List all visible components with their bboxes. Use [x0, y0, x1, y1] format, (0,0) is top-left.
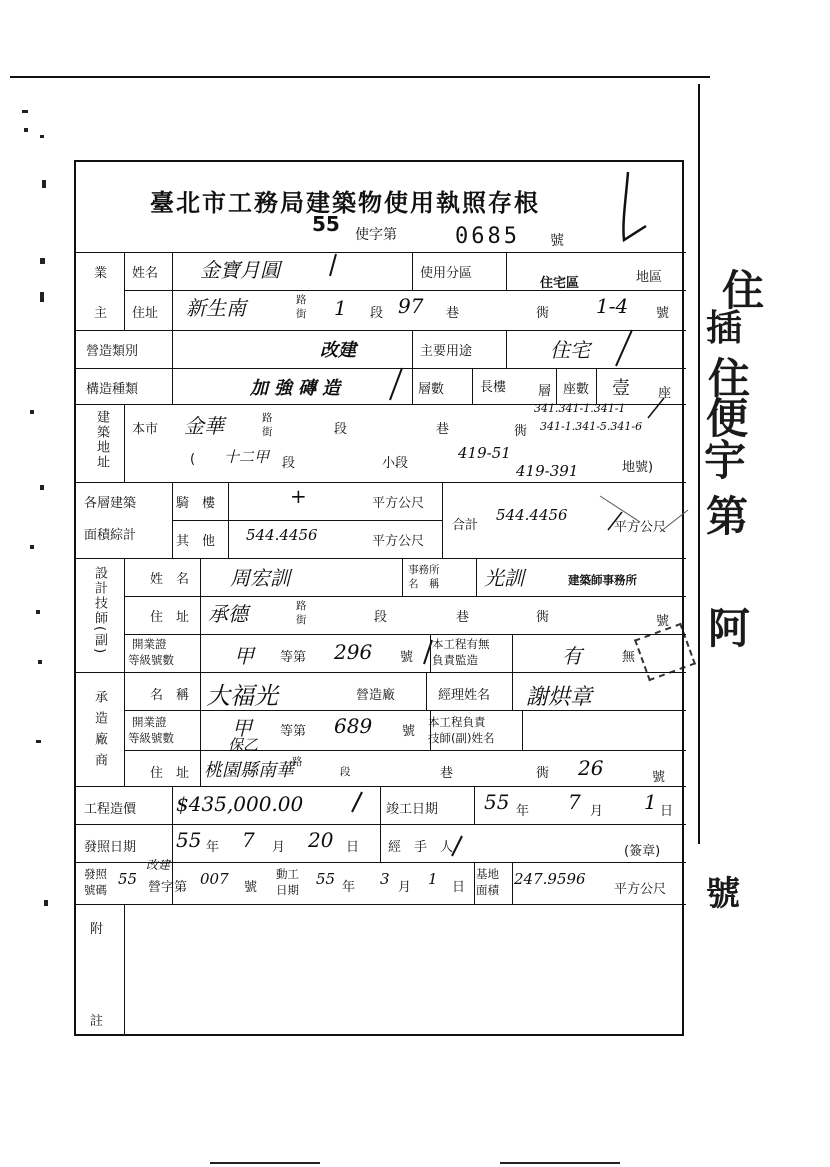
margin-char: 便 [706, 394, 749, 443]
alley-label: 衖 [536, 306, 550, 321]
issue-month: 7 [242, 828, 255, 852]
start-label-2: 日期 [276, 883, 299, 897]
designer-license-suffix: 號 [400, 650, 414, 665]
street-label: 街 [296, 308, 307, 320]
permit-ref-number: 007 [200, 870, 229, 888]
permit-number: 0685 [455, 224, 520, 249]
margin-char: 宇 [704, 436, 747, 485]
designer-section-label: 設計技師(副) [92, 566, 107, 656]
site-road-value: 金華 [184, 414, 224, 438]
designer-license-label-2: 等級號數 [128, 653, 174, 667]
total-area-label: 合計 [452, 518, 479, 533]
permit-ref-suffix: 號 [244, 880, 258, 895]
street-label: 街 [262, 426, 273, 438]
designer-address-value: 承德 [208, 602, 248, 626]
supervise-label-1: 本工程有無 [432, 637, 490, 651]
section-label: 段 [334, 422, 348, 437]
designer-license-label-1: 開業證 [132, 637, 167, 651]
margin-char: 阿 [708, 604, 751, 653]
margin-char: 號 [706, 874, 740, 914]
completion-day: 1 [644, 790, 657, 814]
completion-label: 竣工日期 [386, 802, 439, 817]
lot-value-2: 419-391 [516, 462, 579, 480]
month-label: 月 [590, 804, 604, 819]
issue-year: 55 [176, 828, 202, 852]
cost-label: 工程造價 [84, 802, 137, 817]
area-label-line1: 各層建築 [84, 496, 137, 511]
district-paren: ( [190, 452, 196, 467]
completion-year: 55 [484, 790, 510, 814]
base-label-1: 基地 [476, 867, 499, 881]
contractor-license-label-2: 等級號數 [128, 731, 174, 745]
day-label: 日 [346, 840, 360, 855]
arcade-unit: 平方公尺 [372, 496, 425, 511]
lane-label: 巷 [436, 422, 450, 437]
owner-house-no: 1-4 [596, 294, 629, 318]
contractor-license-mid: 等第 [280, 724, 307, 739]
month-label: 月 [398, 880, 412, 895]
supervise-label-2: 負責監造 [432, 653, 478, 667]
house-label: 號 [656, 306, 670, 321]
lot-label: 地號) [622, 460, 654, 475]
lane-label: 巷 [446, 306, 460, 321]
site-house-note: 341-1.341-5.341-6 [540, 420, 643, 433]
structure-value: 加強磚造 [250, 378, 346, 399]
main-use-label: 主要用途 [420, 344, 473, 359]
contractor-name-suffix: 營造廠 [356, 688, 396, 703]
manager-value: 謝烘章 [526, 685, 593, 710]
lot-value-1: 419-51 [458, 444, 511, 462]
site-city-label: 本市 [132, 422, 159, 437]
office-label-bottom: 名 稱 [408, 578, 440, 590]
arcade-value: + [290, 484, 307, 508]
contractor-license-grade-note: 保乙 [228, 736, 259, 754]
start-day: 1 [428, 870, 438, 888]
year-label: 年 [516, 804, 530, 819]
owner-name-label: 姓名 [132, 266, 159, 281]
completion-month: 7 [568, 790, 581, 814]
contractor-house-no: 26 [578, 756, 604, 780]
issue-label: 發照日期 [84, 840, 137, 855]
seats-value: 壹 [612, 378, 630, 399]
seal-label: (簽章) [624, 844, 661, 859]
base-label-2: 面積 [476, 883, 499, 897]
floors-suffix: 層 [538, 384, 552, 399]
margin-char: 住 [722, 266, 765, 315]
office-suffix: 建築師事務所 [568, 573, 637, 587]
alley-label: 衖 [536, 766, 550, 781]
owner-lane-no: 97 [398, 294, 424, 318]
section-label: 段 [340, 766, 351, 778]
day-label: 日 [660, 804, 674, 819]
total-area-value: 544.4456 [496, 506, 568, 524]
construction-type-value: 改建 [320, 340, 356, 361]
year-label: 年 [206, 840, 220, 855]
road-label: 路 [262, 412, 273, 424]
start-year: 55 [316, 870, 336, 888]
start-label-1: 動工 [276, 867, 299, 881]
contractor-section-label: 承造廠商 [92, 690, 107, 774]
other-area-value: 544.4456 [246, 526, 318, 544]
other-area-unit: 平方公尺 [372, 534, 425, 549]
permit-ref-prefix: 營字第 [148, 880, 188, 895]
designer-license-no: 296 [334, 640, 373, 664]
seats-label: 座數 [563, 382, 590, 397]
arcade-label: 騎 樓 [176, 496, 216, 511]
contractor-license-grade: 甲 [232, 716, 252, 740]
month-label: 月 [272, 840, 286, 855]
base-value: 247.9596 [514, 870, 586, 888]
zone-suffix: 地區 [636, 270, 663, 285]
margin-char: 住 [708, 354, 751, 403]
district-value: 十二甲 [224, 448, 270, 466]
base-unit: 平方公尺 [614, 882, 667, 897]
year-label: 年 [342, 880, 356, 895]
street-label: 街 [296, 614, 307, 626]
start-month: 3 [380, 870, 390, 888]
margin-char: 第 [706, 492, 749, 541]
supervise-suffix: 無 [622, 650, 636, 665]
tech-label-1: 本工程負責 [428, 715, 486, 729]
district-label: 段 [282, 456, 296, 471]
owner-section-label: 主 [94, 306, 108, 321]
permit-ref-year: 55 [118, 870, 138, 888]
contractor-license-label-1: 開業證 [132, 715, 167, 729]
road-label: 路 [296, 600, 307, 612]
floors-value: 長樓 [480, 380, 507, 395]
handler-label: 經 手 人 [388, 840, 454, 855]
contractor-address-label: 住 址 [150, 766, 190, 781]
lane-label: 巷 [440, 766, 454, 781]
section-label: 段 [374, 610, 388, 625]
other-area-label: 其 他 [176, 534, 216, 549]
alley-label: 衖 [514, 424, 528, 439]
area-label-line2: 面積綜計 [84, 528, 137, 543]
road-label: 路 [292, 756, 303, 768]
house-label: 號 [656, 614, 670, 629]
construction-type-label: 營造類別 [86, 344, 139, 359]
contractor-name-label: 名 稱 [150, 688, 190, 703]
owner-address-road: 新生南 [186, 296, 246, 320]
owner-section-no: 1 [334, 296, 347, 320]
designer-name-label: 姓 名 [150, 572, 190, 587]
permit-year: 55 [312, 212, 340, 236]
designer-name-value: 周宏訓 [230, 566, 290, 590]
contractor-license-no: 689 [334, 714, 373, 738]
total-area-unit: 平方公尺 [614, 520, 667, 535]
contractor-address-value: 桃園縣南華 [204, 760, 294, 781]
tech-label-2: 技師(副)姓名 [428, 731, 495, 745]
document-title: 臺北市工務局建築物使用執照存根 [150, 188, 540, 217]
road-label: 路 [296, 294, 307, 306]
issue-day: 20 [308, 828, 334, 852]
subsection-label: 小段 [382, 456, 409, 471]
margin-char: 插 [706, 307, 743, 349]
owner-section-label: 業 [94, 266, 108, 281]
structure-label: 構造種類 [86, 382, 139, 397]
zone-label: 使用分區 [420, 266, 473, 281]
zone-value: 住宅區 [540, 276, 580, 291]
section-label: 段 [370, 306, 384, 321]
office-label-top: 事務所 [408, 564, 440, 576]
notes-label-bottom: 註 [90, 1014, 104, 1029]
owner-name-value: 金寶月圓 [200, 258, 280, 282]
site-alley-note: 341.341-1.341-1 [534, 402, 626, 415]
permit-suffix: 號 [550, 233, 564, 249]
main-use-value: 住宅 [550, 338, 590, 362]
house-label: 號 [652, 770, 666, 785]
permit-ref-label-1: 發照 [84, 867, 107, 881]
cost-value: $435,000.00 [176, 792, 304, 816]
day-label: 日 [452, 880, 466, 895]
permit-ref-label-2: 號碼 [84, 883, 107, 897]
contractor-name-value: 大福光 [206, 682, 278, 710]
contractor-license-suffix: 號 [402, 724, 416, 739]
owner-address-label: 住址 [132, 306, 159, 321]
designer-license-mid: 等第 [280, 650, 307, 665]
office-value: 光訓 [484, 566, 524, 590]
supervise-value: 有 [562, 644, 582, 668]
floors-label: 層數 [418, 382, 445, 397]
site-section-label: 建築地址 [94, 410, 109, 470]
designer-license-grade: 甲 [234, 644, 254, 668]
permit-prefix: 使字第 [355, 227, 397, 243]
alley-label: 衖 [536, 610, 550, 625]
seats-suffix: 座 [658, 386, 672, 401]
manager-label: 經理姓名 [438, 688, 491, 703]
notes-label-top: 附 [90, 922, 104, 937]
lane-label: 巷 [456, 610, 470, 625]
designer-address-label: 住 址 [150, 610, 190, 625]
permit-ref-note: 改建 [146, 858, 171, 872]
